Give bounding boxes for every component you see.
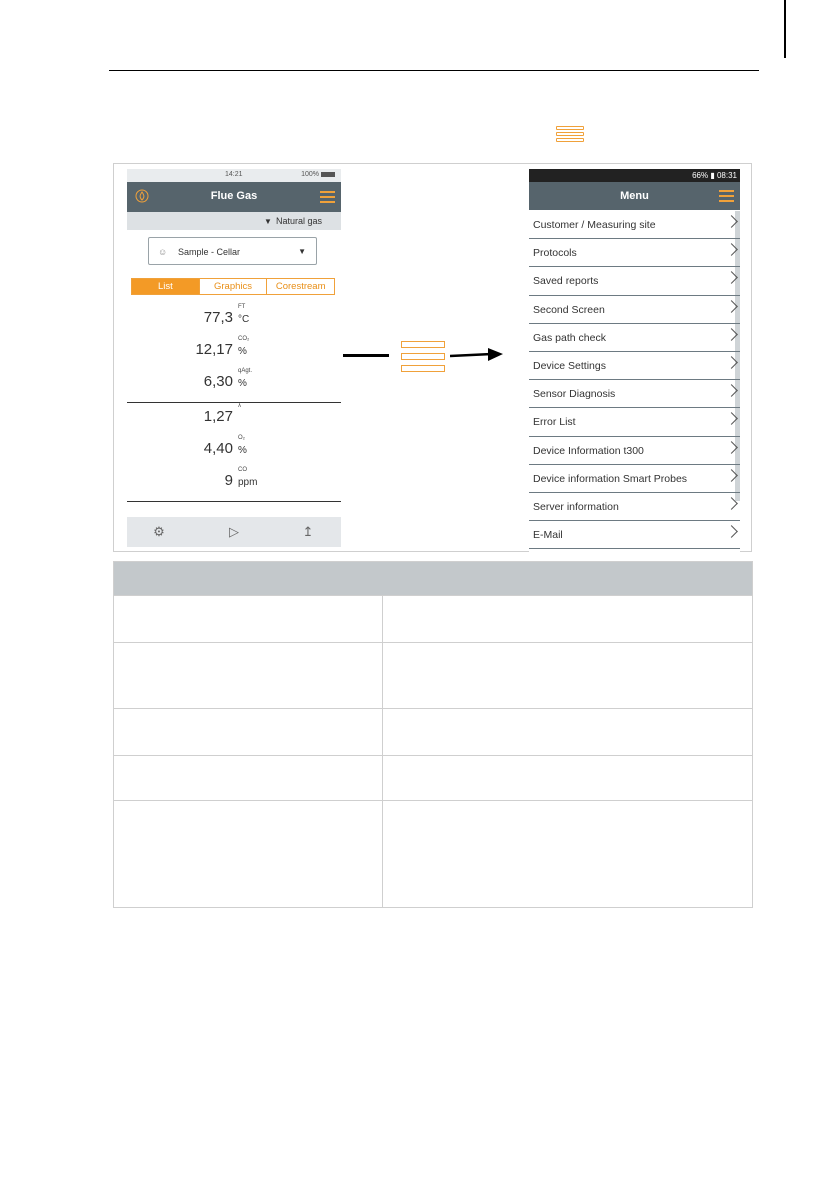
page-edge-bar bbox=[784, 0, 786, 58]
status-battery: 100% bbox=[301, 171, 335, 178]
menu-item-label: Device Information t300 bbox=[533, 444, 644, 457]
reading-o2 bbox=[127, 435, 341, 465]
menu-item-device-settings[interactable] bbox=[529, 352, 740, 380]
menu-item-label: Server information bbox=[533, 500, 619, 513]
reading-ft bbox=[127, 304, 341, 334]
menu-item-smart-probes[interactable] bbox=[529, 465, 740, 493]
menu-item-sensor-diagnosis[interactable] bbox=[529, 380, 740, 408]
chevron-right-icon bbox=[725, 243, 738, 256]
menu-item-label: Gas path check bbox=[533, 331, 606, 344]
chevron-right-icon bbox=[725, 300, 738, 313]
menu-item-saved-reports[interactable] bbox=[529, 267, 740, 295]
divider bbox=[127, 501, 341, 502]
arrow-right-icon bbox=[450, 347, 505, 365]
chevron-down-icon: ▼ bbox=[298, 247, 306, 256]
tab-list[interactable]: List bbox=[131, 278, 200, 295]
hamburger-menu-icon[interactable] bbox=[719, 190, 734, 205]
screen-header bbox=[529, 182, 740, 210]
reading-value: 9 bbox=[224, 472, 233, 489]
menu-item-second-screen[interactable] bbox=[529, 296, 740, 324]
menu-icon bbox=[556, 126, 584, 144]
menu-item-device-info[interactable] bbox=[529, 437, 740, 465]
menu-item-customer[interactable] bbox=[529, 211, 740, 239]
reading-label: O₂ bbox=[238, 435, 245, 441]
reading-unit: ppm bbox=[238, 477, 258, 488]
reading-label: CO₂ bbox=[238, 336, 250, 342]
reading-unit: % bbox=[238, 346, 247, 357]
header-rule bbox=[109, 70, 759, 71]
export-icon[interactable]: ↥ bbox=[302, 524, 314, 539]
settings-icon[interactable]: ⚙ bbox=[153, 524, 165, 539]
chevron-right-icon bbox=[725, 525, 738, 538]
description-table bbox=[113, 561, 753, 908]
menu-item-server-info[interactable] bbox=[529, 493, 740, 521]
reading-value: 12,17 bbox=[195, 341, 233, 358]
menu-item-error-list[interactable] bbox=[529, 408, 740, 436]
tab-graphics[interactable]: Graphics bbox=[200, 278, 268, 295]
menu-item-label: Device Settings bbox=[533, 359, 606, 372]
chevron-right-icon bbox=[725, 441, 738, 454]
chevron-right-icon bbox=[725, 384, 738, 397]
tab-corestream[interactable]: Corestream bbox=[267, 278, 335, 295]
table-row bbox=[114, 642, 752, 708]
person-icon: ☺ bbox=[158, 247, 168, 257]
menu-list bbox=[529, 211, 740, 549]
screen-title: Menu bbox=[620, 190, 649, 202]
reading-value: 77,3 bbox=[203, 309, 233, 326]
play-icon[interactable]: ▷ bbox=[229, 524, 239, 539]
fuel-selector[interactable]: ▼ Natural gas bbox=[127, 212, 341, 230]
chevron-right-icon bbox=[725, 328, 738, 341]
menu-item-protocols[interactable] bbox=[529, 239, 740, 267]
table-row bbox=[114, 755, 752, 800]
screen-header bbox=[127, 182, 341, 212]
arrow-line-left bbox=[343, 354, 389, 357]
status-bar bbox=[127, 169, 341, 182]
menu-item-label: Customer / Measuring site bbox=[533, 219, 656, 231]
menu-item-label: Saved reports bbox=[533, 275, 599, 288]
reading-unit: °C bbox=[238, 314, 250, 325]
menu-item-label: Second Screen bbox=[533, 303, 605, 316]
dropdown-triangle-icon: ▼ bbox=[264, 217, 272, 226]
sample-label: Sample - Cellar bbox=[178, 247, 241, 257]
table-header bbox=[114, 562, 752, 595]
chevron-right-icon bbox=[725, 356, 738, 369]
menu-item-label: Error List bbox=[533, 416, 576, 429]
menu-item-label: Protocols bbox=[533, 247, 577, 260]
reading-qagt bbox=[127, 368, 341, 398]
table-row bbox=[114, 800, 752, 907]
reading-co bbox=[127, 467, 341, 497]
status-time: 14:21 bbox=[225, 171, 243, 178]
menu-item-label: Device information Smart Probes bbox=[533, 472, 688, 485]
footer-toolbar bbox=[127, 517, 341, 547]
reading-label: λ bbox=[238, 403, 241, 409]
reading-unit: % bbox=[238, 378, 247, 389]
hamburger-menu-icon[interactable] bbox=[320, 191, 335, 206]
screen-title: Flue Gas bbox=[210, 190, 258, 202]
chevron-right-icon bbox=[725, 412, 738, 425]
menu-icon-large bbox=[401, 341, 445, 377]
reading-label: CO bbox=[238, 467, 247, 473]
view-tabs bbox=[131, 278, 335, 295]
menu-item-label: Sensor Diagnosis bbox=[533, 388, 616, 401]
chevron-right-icon bbox=[725, 469, 738, 482]
reading-label: qAgt. bbox=[238, 368, 253, 374]
reading-lambda bbox=[127, 403, 341, 433]
reading-value: 1,27 bbox=[203, 408, 233, 425]
table-row bbox=[114, 708, 752, 755]
chevron-right-icon bbox=[725, 215, 738, 228]
reading-unit: % bbox=[238, 445, 247, 456]
chevron-right-icon bbox=[725, 497, 738, 510]
reading-co2 bbox=[127, 336, 341, 366]
reading-value: 6,30 bbox=[203, 373, 233, 390]
menu-item-label: E-Mail bbox=[533, 529, 563, 542]
sample-dropdown[interactable] bbox=[148, 237, 317, 265]
table-row bbox=[114, 595, 752, 642]
reading-value: 4,40 bbox=[203, 440, 233, 457]
reading-label: FT bbox=[238, 304, 246, 310]
menu-item-gas-path-check[interactable] bbox=[529, 324, 740, 352]
menu-item-email[interactable] bbox=[529, 521, 740, 549]
status-bar: 66% ▮ 08:31 bbox=[529, 169, 740, 182]
flue-gas-screen bbox=[127, 169, 341, 547]
chevron-right-icon bbox=[725, 272, 738, 285]
menu-screen bbox=[529, 169, 740, 552]
